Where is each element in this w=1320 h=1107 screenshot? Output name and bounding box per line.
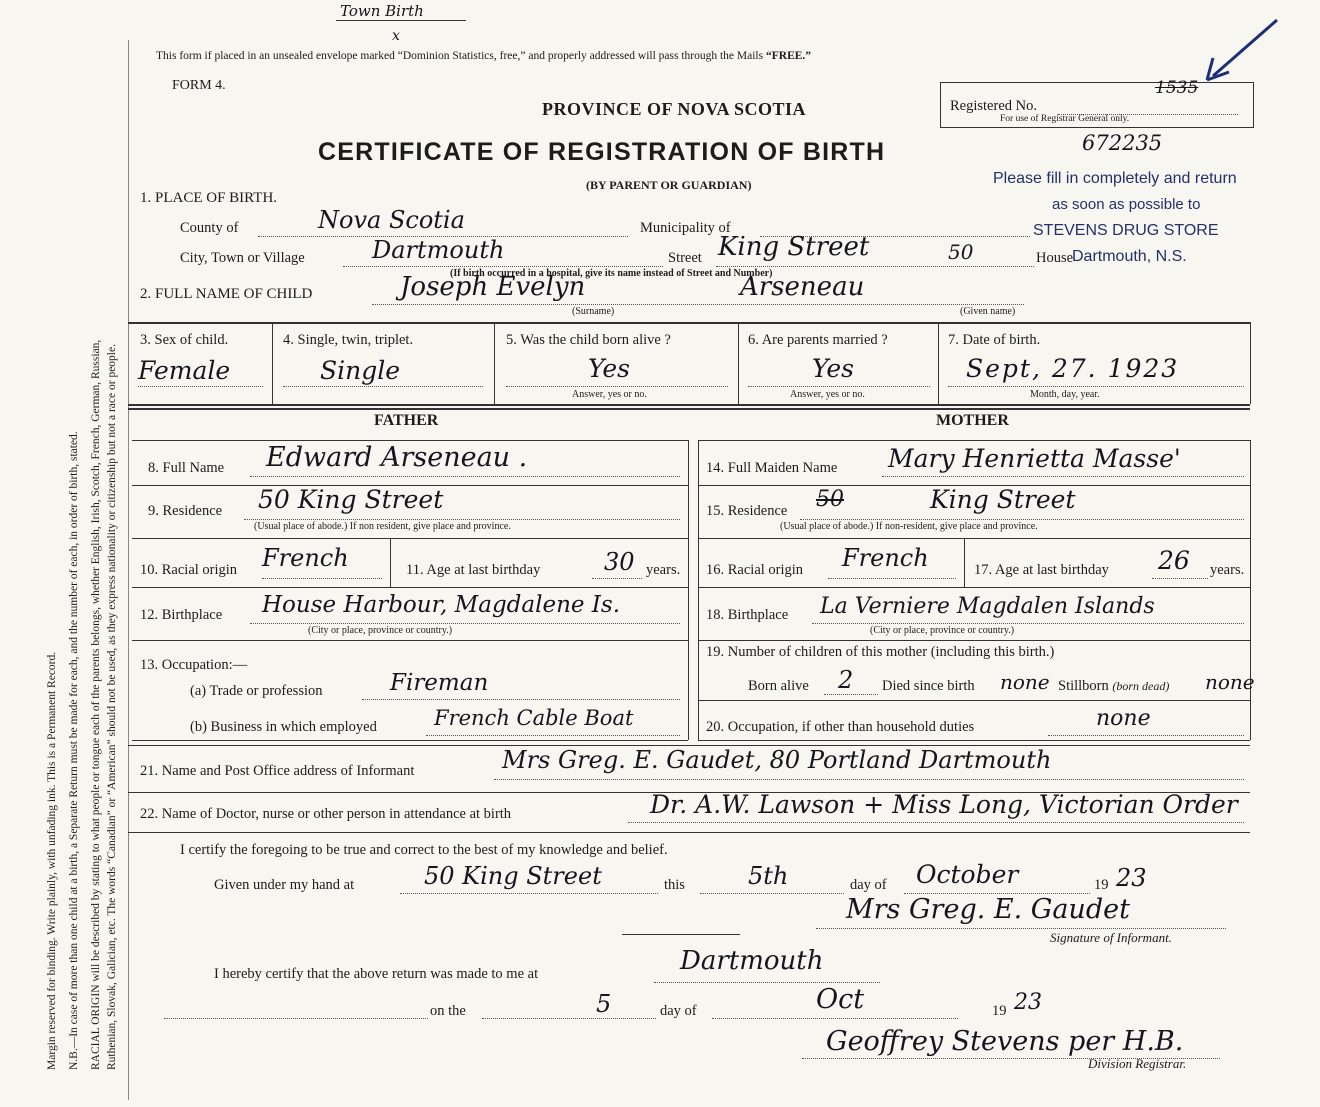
father-rule-3 bbox=[132, 538, 688, 539]
street-value: King Street bbox=[718, 232, 870, 262]
mother-age-line bbox=[1152, 578, 1208, 579]
mother-children-label: 19. Number of children of this mother (including this birth.) bbox=[706, 644, 1055, 660]
mother-rule-4 bbox=[698, 587, 1250, 588]
informant-signature-line bbox=[816, 928, 1226, 929]
doctor-label: 22. Name of Doctor, nurse or other person in attendance at birth bbox=[140, 806, 512, 822]
house-label: House bbox=[1036, 250, 1074, 266]
given-at-line bbox=[400, 893, 658, 894]
mother-residence-value: King Street bbox=[930, 485, 1076, 514]
father-name-line bbox=[250, 476, 680, 477]
city-label: City, Town or Village bbox=[180, 250, 305, 266]
father-age-line bbox=[592, 578, 642, 579]
municipality-label: Municipality of bbox=[640, 220, 731, 236]
mother-name-value: Mary Henrietta Masse' bbox=[888, 444, 1181, 473]
father-rule-right bbox=[688, 440, 689, 740]
mother-birthplace-value: La Verniere Magdalen Islands bbox=[820, 594, 1155, 619]
father-residence-note: (Usual place of abode.) If non resident, give place and province. bbox=[254, 521, 511, 532]
dob-value: Sept, 27. 1923 bbox=[966, 354, 1180, 383]
stillborn-label-text: Stillborn bbox=[1058, 678, 1109, 694]
this-label: this bbox=[664, 877, 685, 893]
born-alive-line bbox=[824, 694, 878, 695]
father-heading: FATHER bbox=[374, 412, 439, 429]
father-rule-4 bbox=[132, 587, 688, 588]
mother-residence-note: (Usual place of abode.) If non-resident, give place and province. bbox=[780, 521, 1038, 532]
registrar-signature: Geoffrey Stevens per H.B. bbox=[826, 1026, 1184, 1057]
form-number: FORM 4. bbox=[172, 78, 226, 93]
stillborn-value: none bbox=[1205, 670, 1255, 694]
registrar-signature-label: Division Registrar. bbox=[1088, 1056, 1187, 1071]
registrar-statement: I hereby certify that the above return was made to me at bbox=[214, 966, 539, 982]
father-age-value: 30 bbox=[604, 548, 635, 576]
mother-name-label: 14. Full Maiden Name bbox=[706, 460, 838, 476]
house-number-value: 50 bbox=[948, 240, 974, 264]
registrar-lead-line bbox=[164, 1018, 428, 1019]
given-note: (Given name) bbox=[960, 306, 1016, 317]
mother-occupation-value: none bbox=[1096, 706, 1151, 731]
alive-value: Yes bbox=[588, 354, 630, 383]
mother-age-divider bbox=[964, 538, 965, 587]
mother-rule-7 bbox=[698, 740, 1250, 741]
registrar-year-value: 23 bbox=[1014, 990, 1042, 1015]
informant-signature: Mrs Greg. E. Gaudet bbox=[846, 894, 1130, 925]
hospital-note: (If birth occurred in a hospital, give its name instead of Street and Number) bbox=[450, 268, 773, 279]
father-birthplace-value: House Harbour, Magdalene Is. bbox=[262, 592, 621, 618]
child-surname-value: Joseph Evelyn bbox=[400, 272, 586, 302]
mother-age-label: 17. Age at last birthday bbox=[974, 562, 1109, 578]
doctor-value: Dr. A.W. Lawson + Miss Long, Victorian Order bbox=[650, 790, 1238, 819]
mother-birthplace-label: 18. Birthplace bbox=[706, 607, 789, 623]
mother-occupation-line bbox=[1048, 735, 1244, 736]
county-value: Nova Scotia bbox=[318, 206, 465, 234]
arrow-mark-icon bbox=[1195, 14, 1285, 84]
year-prefix: 19 bbox=[1094, 877, 1109, 893]
given-under-label: Given under my hand at bbox=[214, 877, 355, 893]
mother-residence-label: 15. Residence bbox=[706, 503, 788, 519]
registered-struck-value: 1535 bbox=[1155, 78, 1199, 98]
rule-v1 bbox=[272, 322, 273, 404]
mother-rule-left bbox=[698, 440, 699, 740]
mother-race-line bbox=[828, 578, 956, 579]
registrar-month-value: Oct bbox=[816, 984, 865, 1015]
child-name-line bbox=[372, 304, 1024, 305]
margin-note-nb: N.B.—In case of more than one child at a birth, a Separate Return must be made for each, and the number of each, in order of birth, stated. bbox=[68, 431, 80, 1070]
certify-statement: I certify the foregoing to be true and correct to the best of my knowledge and belief. bbox=[180, 842, 668, 858]
binding-line bbox=[128, 40, 129, 1100]
father-trade-value: Fireman bbox=[390, 670, 489, 696]
mother-rule-1 bbox=[698, 440, 1250, 441]
mother-residence-struck: 50 bbox=[816, 487, 844, 512]
father-rule-1 bbox=[132, 440, 688, 441]
alive-note: Answer, yes or no. bbox=[572, 389, 647, 400]
father-trade-line bbox=[362, 699, 680, 700]
father-rule-5 bbox=[132, 640, 688, 641]
mother-race-label: 16. Racial origin bbox=[706, 562, 804, 578]
father-years-label: years. bbox=[646, 562, 681, 578]
registered-note: For use of Registrar General only. bbox=[1000, 114, 1130, 124]
registrar-day-value: 5 bbox=[596, 990, 612, 1018]
top-mark: x bbox=[392, 28, 400, 44]
plurality-label: 4. Single, twin, triplet. bbox=[283, 332, 414, 348]
born-alive-value: 2 bbox=[838, 666, 854, 694]
mother-race-value: French bbox=[842, 544, 929, 572]
registrar-place-value: Dartmouth bbox=[680, 946, 824, 976]
father-trade-label: (a) Trade or profession bbox=[190, 683, 323, 699]
page-title: CERTIFICATE OF REGISTRATION OF BIRTH bbox=[318, 138, 886, 166]
father-residence-value: 50 King Street bbox=[258, 485, 444, 514]
registrar-month-line bbox=[712, 1018, 958, 1019]
top-note: Town Birth bbox=[340, 2, 424, 20]
married-note: Answer, yes or no. bbox=[790, 389, 865, 400]
sex-label: 3. Sex of child. bbox=[140, 332, 229, 348]
registrar-year-prefix: 19 bbox=[992, 1003, 1007, 1019]
registrar-day-line bbox=[482, 1018, 656, 1019]
mother-rule-right bbox=[1250, 440, 1251, 740]
dob-label: 7. Date of birth. bbox=[948, 332, 1041, 348]
father-birthplace-note: (City or place, province or country.) bbox=[308, 625, 453, 636]
died-label: Died since birth bbox=[882, 678, 975, 694]
father-business-line bbox=[426, 735, 680, 736]
mail-notice bbox=[156, 50, 811, 62]
certify-month-value: October bbox=[916, 860, 1019, 889]
dob-note: Month, day, year. bbox=[1030, 389, 1100, 400]
father-name-label: 8. Full Name bbox=[148, 460, 225, 476]
mail-notice-free: “FREE.” bbox=[765, 50, 812, 62]
mother-birthplace-line bbox=[812, 623, 1244, 624]
informant-signature-label: Signature of Informant. bbox=[1050, 930, 1172, 945]
separator-rule bbox=[622, 934, 740, 935]
died-value: none bbox=[1000, 670, 1050, 694]
certify-year-value: 23 bbox=[1116, 864, 1147, 892]
mother-name-line bbox=[882, 476, 1244, 477]
father-age-label: 11. Age at last birthday bbox=[406, 562, 541, 578]
top-note-underline bbox=[336, 20, 466, 21]
mother-rule-6 bbox=[698, 700, 1250, 701]
rule-v3 bbox=[738, 322, 739, 404]
father-race-label: 10. Racial origin bbox=[140, 562, 238, 578]
place-heading: 1. PLACE OF BIRTH. bbox=[140, 190, 278, 206]
father-age-divider bbox=[390, 538, 391, 587]
street-label: Street bbox=[668, 250, 702, 266]
margin-note-racial: RACIAL ORIGIN will be described by stating to what people or tongue each of the parents belongs, whether English, Irish, Scotch, French, German, Russian, bbox=[90, 339, 102, 1070]
stillborn-note: (born dead) bbox=[1112, 679, 1170, 693]
plurality-value: Single bbox=[320, 356, 401, 385]
on-the-label: on the bbox=[430, 1003, 466, 1019]
father-rule-6 bbox=[132, 740, 688, 741]
stamp-line-3: STEVENS DRUG STORE bbox=[1033, 222, 1219, 239]
informant-line bbox=[494, 779, 1244, 780]
mother-rule-3 bbox=[698, 538, 1250, 539]
father-birthplace-line bbox=[250, 623, 680, 624]
county-label: County of bbox=[180, 220, 239, 236]
father-race-value: French bbox=[262, 544, 349, 572]
informant-label: 21. Name and Post Office address of Informant bbox=[140, 763, 415, 779]
margin-note-binding: Margin reserved for binding. Write plainly, with unfading ink. This is a Permanent Record. bbox=[46, 651, 58, 1070]
mail-notice-text: This form if placed in an unsealed envelope marked “Dominion Statistics, free,” and properly addressed will pass through the Mails bbox=[156, 50, 766, 62]
father-race-line bbox=[262, 578, 382, 579]
surname-note: (Surname) bbox=[572, 306, 615, 317]
dob-line bbox=[948, 386, 1244, 387]
plurality-line bbox=[283, 386, 483, 387]
father-business-label: (b) Business in which employed bbox=[190, 719, 377, 735]
married-label: 6. Are parents married ? bbox=[748, 332, 888, 348]
sex-value: Female bbox=[138, 356, 231, 385]
born-alive-label: Born alive bbox=[748, 678, 809, 694]
child-name-label: 2. FULL NAME OF CHILD bbox=[140, 286, 313, 302]
sex-line bbox=[138, 386, 263, 387]
rule-certify-top bbox=[128, 832, 1250, 833]
mother-residence-line bbox=[800, 519, 1244, 520]
father-occupation-label: 13. Occupation:— bbox=[140, 657, 248, 673]
stamp-line-4: Dartmouth, N.S. bbox=[1072, 248, 1187, 265]
day-of-label: day of bbox=[850, 877, 887, 893]
rule-v5 bbox=[1250, 322, 1251, 404]
rule-v2 bbox=[494, 322, 495, 404]
province-heading: PROVINCE OF NOVA SCOTIA bbox=[542, 99, 807, 119]
married-line bbox=[748, 386, 930, 387]
alive-line bbox=[506, 386, 728, 387]
city-value: Dartmouth bbox=[372, 236, 505, 264]
child-given-value: Arseneau bbox=[740, 272, 865, 302]
mother-rule-5 bbox=[698, 640, 1250, 641]
mother-age-value: 26 bbox=[1158, 546, 1190, 575]
mother-birthplace-note: (City or place, province or country.) bbox=[870, 625, 1015, 636]
father-name-value: Edward Arseneau . bbox=[266, 442, 528, 473]
rule-v4 bbox=[938, 322, 939, 404]
certify-day-value: 5th bbox=[748, 862, 789, 890]
stamp-line-1: Please fill in completely and return bbox=[993, 170, 1237, 187]
street-line bbox=[716, 266, 1034, 267]
stillborn-label bbox=[1058, 678, 1169, 695]
doctor-line bbox=[628, 822, 1244, 823]
registrar-day-of-label: day of bbox=[660, 1003, 697, 1019]
registered-label: Registered No. bbox=[950, 98, 1037, 114]
city-line bbox=[343, 266, 663, 267]
page-subtitle: (BY PARENT OR GUARDIAN) bbox=[586, 178, 752, 192]
given-at-value: 50 King Street bbox=[424, 862, 602, 890]
married-value: Yes bbox=[812, 354, 854, 383]
informant-value: Mrs Greg. E. Gaudet, 80 Portland Dartmouth bbox=[502, 746, 1052, 774]
day-line bbox=[700, 893, 844, 894]
rule-parents-top bbox=[128, 408, 1250, 410]
stamp-line-2: as soon as possible to bbox=[1052, 196, 1201, 213]
alive-label: 5. Was the child born alive ? bbox=[506, 332, 671, 348]
father-business-value: French Cable Boat bbox=[434, 706, 634, 730]
father-residence-line bbox=[244, 519, 680, 520]
mother-occupation-label: 20. Occupation, if other than household duties bbox=[706, 719, 975, 735]
mother-years-label: years. bbox=[1210, 562, 1245, 578]
father-residence-label: 9. Residence bbox=[148, 503, 223, 519]
father-birthplace-label: 12. Birthplace bbox=[140, 607, 223, 623]
rule-row3-bottom bbox=[128, 404, 1250, 406]
mother-heading: MOTHER bbox=[936, 412, 1009, 429]
margin-note-racial-2: Ruthenian, Slovak, Galician, etc. The words “Canadian” or “American” should not be used, as they express nationality or citizenship but not a race or people. bbox=[106, 344, 118, 1070]
registrar-place-line bbox=[654, 982, 880, 983]
rule-row3-top bbox=[128, 322, 1250, 324]
registered-number: 672235 bbox=[1082, 131, 1163, 155]
